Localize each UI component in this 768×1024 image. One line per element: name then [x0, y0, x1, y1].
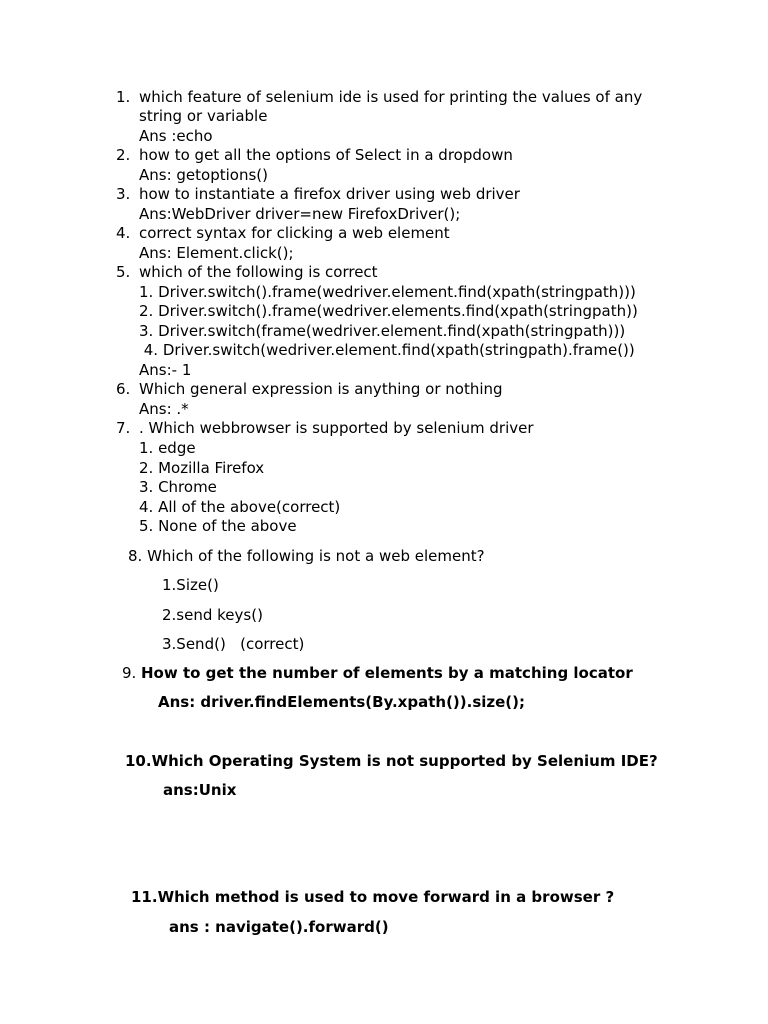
q6-text: Which general expression is anything or nothing — [139, 380, 503, 398]
q6-number: 6. — [116, 380, 131, 398]
q11-answer: ans : navigate().forward() — [169, 918, 389, 936]
q2-text: how to get all the options of Select in a dropdown — [139, 146, 513, 164]
q5-option-2: 2. Driver.switch().frame(wedriver.elements.find(xpath(stringpath)) — [139, 302, 638, 320]
q5-answer: Ans:- 1 — [139, 361, 192, 379]
q2-answer: Ans: getoptions() — [139, 166, 268, 184]
q10-answer: ans:Unix — [163, 781, 237, 799]
q1-text-line-1: which feature of selenium ide is used for printing the values of any — [139, 88, 643, 106]
q3-text: how to instantiate a firefox driver using web driver — [139, 185, 520, 203]
q8-option-1: 1.Size() — [162, 576, 219, 594]
q6-answer: Ans: .* — [139, 400, 189, 418]
q9-number: 9. — [122, 664, 137, 682]
q7-option-3: 3. Chrome — [139, 478, 217, 496]
q7-text: . Which webbrowser is supported by selenium driver — [139, 419, 534, 437]
q7-option-1: 1. edge — [139, 439, 196, 457]
q7-option-2: 2. Mozilla Firefox — [139, 459, 265, 477]
q8-option-3: 3.Send() (correct) — [162, 635, 305, 653]
q5-option-3: 3. Driver.switch(frame(wedriver.element.find(xpath(stringpath))) — [139, 322, 626, 340]
q1-answer: Ans :echo — [139, 127, 213, 145]
q4-number: 4. — [116, 224, 131, 242]
q7-option-5: 5. None of the above — [139, 517, 297, 535]
q4-text: correct syntax for clicking a web element — [139, 224, 450, 242]
q9-answer: Ans: driver.findElements(By.xpath()).size(); — [158, 693, 526, 711]
q8-text: 8. Which of the following is not a web element? — [128, 547, 485, 565]
q5-option-1: 1. Driver.switch().frame(wedriver.element.find(xpath(stringpath))) — [139, 283, 636, 301]
q7-number: 7. — [116, 419, 131, 437]
q10-text: 10.Which Operating System is not supported by Selenium IDE? — [125, 752, 658, 770]
q1-text-line-2: string or variable — [139, 107, 268, 125]
q9-text: How to get the number of elements by a matching locator — [141, 664, 633, 682]
q11-text: 11.Which method is used to move forward in a browser ? — [131, 888, 615, 906]
q3-answer: Ans:WebDriver driver=new FirefoxDriver(); — [139, 205, 461, 223]
q5-number: 5. — [116, 263, 131, 281]
q3-number: 3. — [116, 185, 131, 203]
q7-option-4: 4. All of the above(correct) — [139, 498, 341, 516]
q5-text: which of the following is correct — [139, 263, 378, 281]
q4-answer: Ans: Element.click(); — [139, 244, 294, 262]
q2-number: 2. — [116, 146, 131, 164]
q1-number: 1. — [116, 88, 131, 106]
q8-option-2: 2.send keys() — [162, 606, 263, 624]
q5-option-4: 4. Driver.switch(wedriver.element.find(xpath(stringpath).frame()) — [139, 341, 635, 359]
